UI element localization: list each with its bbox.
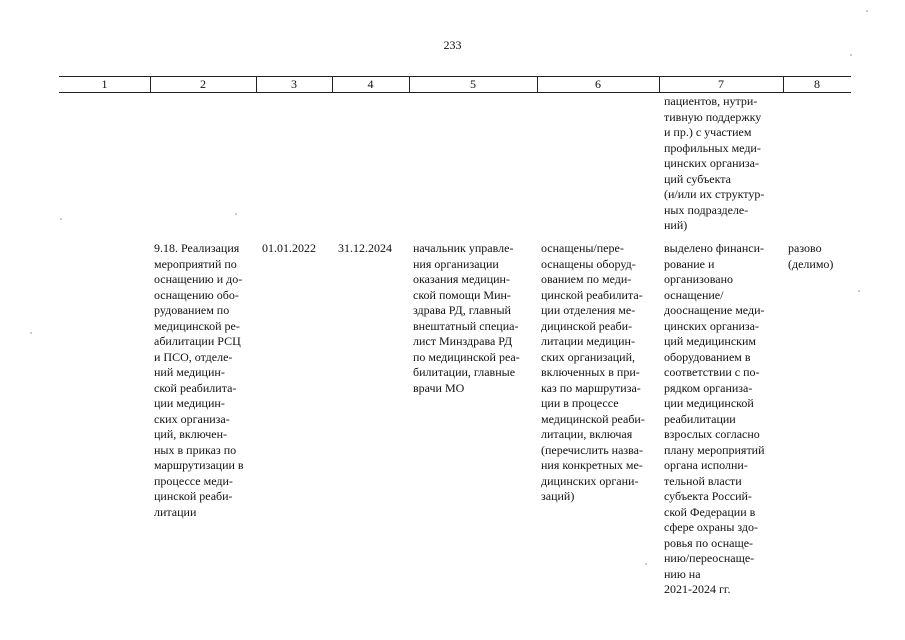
scan-speck: [850, 54, 852, 56]
scan-speck: [235, 213, 237, 215]
carryover-result-text: пациентов, нутри- тивную поддержку и пр.) с участием профильных меди- цинских организа- ций субъекта (и/или их структур- ных подразделе- ний): [664, 94, 765, 232]
frequency-text: разово (делимо): [788, 241, 834, 271]
indicator-text: оснащены/пере- оснащены оборуд- ованием по меди- цинской реабилита- ции отделения ме- дицинской реаби- литации медицин- ских организаций, включенных в при- каз по маршрутиза- ции в процессе медицинской реаби- литации, включая (перечислить назва- ния конкретных ме- дицинских органи- заций): [541, 241, 645, 503]
item-description: 9.18. Реализация мероприятий по оснащению и до- оснащению обо- рудованием по медицинской ре- абилитации РСЦ и ПСО, отделе- ний медицин- ской реабилита- ции медицин- ских организа- ций, включен- ных в приказ по маршрутизации в процессе меди- цинской реаби- литации: [154, 241, 244, 519]
column-header-4: 4: [367, 77, 374, 91]
end-date: 31.12.2024: [338, 241, 392, 255]
responsible-persons: начальник управле- ния организации оказания медицин- ской помощи Мин- здрава РД, главный внештатный специа- лист Минздрава РД по медицинской реа- билитации, главные врачи МО: [413, 241, 520, 395]
column-header-6: 6: [595, 77, 601, 91]
start-date: 01.01.2022: [262, 241, 316, 255]
column-header-5: 5: [470, 77, 476, 91]
page-number: 233: [443, 38, 462, 52]
result-text: выделено финанси- рование и организовано оснащение/ дооснащение меди- цинских организа- ций медицинским оборудованием в соответствии с по- рядком организа- ции медицинской реабилитации взрослых согласно плану мероприятий органа исполни- тельной власти субъекта Россий- ской Федерации в сфере охраны здо- ровья по оснаще- нию/переоснаще- нию на 2021-2024 гг.: [664, 241, 765, 596]
scan-speck: [30, 332, 32, 334]
column-header-8: 8: [814, 77, 820, 91]
column-header-1: 1: [101, 77, 108, 91]
column-header-3: 3: [291, 77, 297, 91]
column-header-7: 7: [718, 77, 724, 91]
header-bottom-rule: [59, 92, 851, 93]
column-header-2: 2: [200, 77, 206, 91]
scan-speck: [858, 290, 860, 292]
scan-speck: [645, 563, 647, 565]
scan-speck: [866, 10, 868, 12]
scan-speck: [60, 218, 62, 220]
